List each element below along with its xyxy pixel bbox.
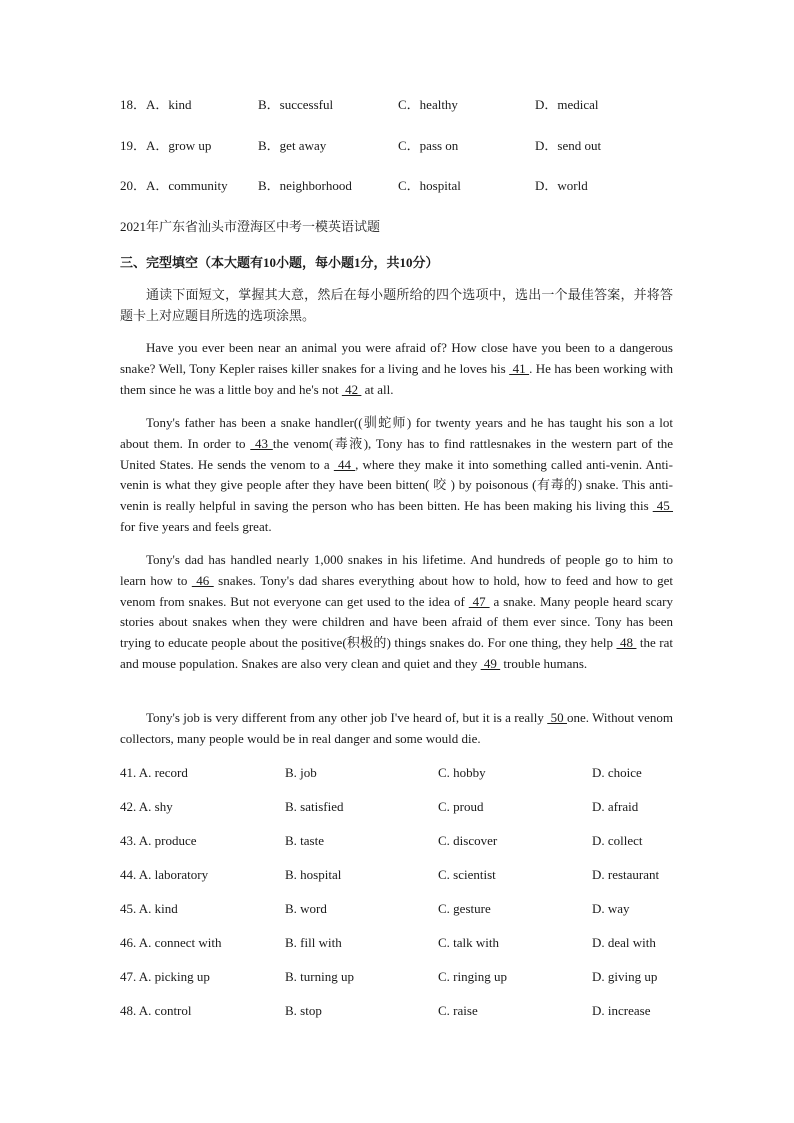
option-42-d[interactable]: D. afraid (592, 799, 639, 814)
option-44-b[interactable]: B. hospital (285, 867, 342, 882)
option-18-a[interactable]: 18．A．kind (120, 97, 192, 112)
passage-text: the venom(毒液), Tony has to find rattlesnakes in the western part of the United States. He sends the venom to a (120, 435, 674, 472)
option-20-a[interactable]: 20．A．community (120, 178, 228, 193)
option-41-a[interactable]: 41. A. record (120, 765, 188, 780)
exam-source-line: 2021年广东省汕头市澄海区中考一模英语试题 (120, 219, 381, 234)
option-43-d[interactable]: D. collect (592, 833, 643, 848)
option-45-c[interactable]: C. gesture (438, 901, 491, 916)
passage-paragraph-4 (120, 708, 673, 750)
option-42-a[interactable]: 42. A. shy (120, 799, 173, 814)
passage-text: for five years and feels great. (120, 518, 272, 534)
passage-text: , where they make it into something called anti-venin. Anti-venin is what they give people after they have been bitten( 咬 ) by poisonous (有毒的) snake. This anti-venin is really helpful in saving the person who has been bitten. He has been making his living this (120, 456, 674, 514)
blank-45: 45 (652, 498, 674, 514)
option-47-c[interactable]: C. ringing up (438, 969, 507, 984)
option-48-c[interactable]: C. raise (438, 1003, 478, 1018)
option-row-18 (120, 96, 680, 114)
passage-paragraph-1 (120, 338, 673, 400)
passage-text: Tony's job is very different from any other job I've heard of, but it is a really (146, 710, 548, 725)
option-row-20 (120, 177, 680, 195)
option-19-b[interactable]: B．get away (258, 138, 327, 153)
option-42-b[interactable]: B. satisfied (285, 799, 344, 814)
option-19-c[interactable]: C．pass on (398, 138, 459, 153)
option-47-a[interactable]: 47. A. picking up (120, 969, 210, 984)
option-43-a[interactable]: 43. A. produce (120, 833, 197, 848)
passage-text: a snake. Many people heard scary stories about snakes when they were children and have been afraid of them ever since. Tony has been trying to educate people about the positive(积极的) things snakes do. For one thing, they help (120, 593, 673, 651)
question-row-48 (120, 1002, 680, 1020)
option-18-c[interactable]: C．healthy (398, 97, 458, 112)
option-45-d[interactable]: D. way (592, 901, 630, 916)
option-41-d[interactable]: D. choice (592, 765, 642, 780)
passage-text: one. Without venom collectors, many people would be in real danger and some would die. (120, 710, 673, 746)
blank-42: 42 (341, 381, 362, 397)
option-48-b[interactable]: B. stop (285, 1003, 322, 1018)
option-46-b[interactable]: B. fill with (285, 935, 342, 950)
blank-44: 44 (333, 456, 356, 472)
question-row-45 (120, 900, 680, 918)
blank-47: 47 (468, 593, 490, 609)
question-row-42 (120, 798, 680, 816)
option-45-b[interactable]: B. word (285, 901, 327, 916)
option-18-b[interactable]: B．successful (258, 97, 334, 112)
option-41-b[interactable]: B. job (285, 765, 317, 780)
blank-46: 46 (191, 572, 214, 588)
passage-text: . He has been working with them since he was a little boy and he's not (120, 360, 674, 397)
section-title: 三、完型填空（本大题有10小题，每小题1分，共10分） (120, 255, 439, 270)
passage-text: snakes. Tony's dad shares everything about how to hold, how to feed and how to get venom from snakes. But not everyone can get used to the idea of (120, 572, 673, 609)
option-44-a[interactable]: 44. A. laboratory (120, 867, 209, 882)
option-46-c[interactable]: C. talk with (438, 935, 500, 950)
option-46-d[interactable]: D. deal with (592, 935, 656, 950)
option-48-d[interactable]: D. increase (592, 1003, 651, 1018)
option-44-c[interactable]: C. scientist (438, 867, 496, 882)
option-48-a[interactable]: 48. A. control (120, 1003, 192, 1018)
option-44-d[interactable]: D. restaurant (592, 867, 660, 882)
option-41-c[interactable]: C. hobby (438, 765, 486, 780)
option-46-a[interactable]: 46. A. connect with (120, 935, 222, 950)
option-45-a[interactable]: 45. A. kind (120, 901, 178, 916)
option-43-c[interactable]: C. discover (438, 833, 498, 848)
passage-text: Tony's father has been a snake handler((驯蛇师) for twenty years and he has taught his son a lot about them. In order to (120, 415, 673, 451)
question-row-47 (120, 968, 680, 986)
blank-50: 50 (547, 710, 567, 725)
option-20-c[interactable]: C．hospital (398, 178, 461, 193)
option-47-d[interactable]: D. giving up (592, 969, 658, 984)
passage-text: Have you ever been near an animal you were afraid of? How close have you been to a dangerous snake? Well, Tony Kepler raises killer snakes for a living and he loves his (120, 340, 673, 376)
option-row-19 (120, 137, 680, 155)
question-row-43 (120, 832, 680, 850)
blank-41: 41 (509, 360, 530, 376)
passage-text: at all. (361, 381, 394, 397)
question-row-44 (120, 866, 680, 884)
blank-43: 43 (250, 435, 273, 451)
option-19-d[interactable]: D．send out (535, 138, 602, 153)
instruction-paragraph: 通读下面短文，掌握其大意，然后在每小题所给的四个选项中，选出一个最佳答案，并将答题卡上对应题目所选的选项涂黑。 (120, 287, 673, 323)
blank-49: 49 (480, 655, 501, 671)
passage-text: trouble humans. (500, 655, 588, 671)
option-20-d[interactable]: D．world (535, 178, 588, 193)
question-row-46 (120, 934, 680, 952)
passage-text: the rat and mouse population. Snakes are also very clean and quiet and they (120, 635, 674, 671)
option-42-c[interactable]: C. proud (438, 799, 484, 814)
option-47-b[interactable]: B. turning up (285, 969, 354, 984)
option-18-d[interactable]: D．medical (535, 97, 599, 112)
passage-text: Tony's dad has handled nearly 1,000 snakes in his lifetime. And hundreds of people go to him to learn how to (120, 552, 673, 588)
option-20-b[interactable]: B．neighborhood (258, 178, 352, 193)
option-43-b[interactable]: B. taste (285, 833, 324, 848)
passage-paragraph-3 (120, 550, 673, 675)
option-19-a[interactable]: 19．A．grow up (120, 138, 212, 153)
question-row-41 (120, 764, 680, 782)
passage-paragraph-2 (120, 413, 673, 538)
blank-48: 48 (616, 635, 637, 651)
